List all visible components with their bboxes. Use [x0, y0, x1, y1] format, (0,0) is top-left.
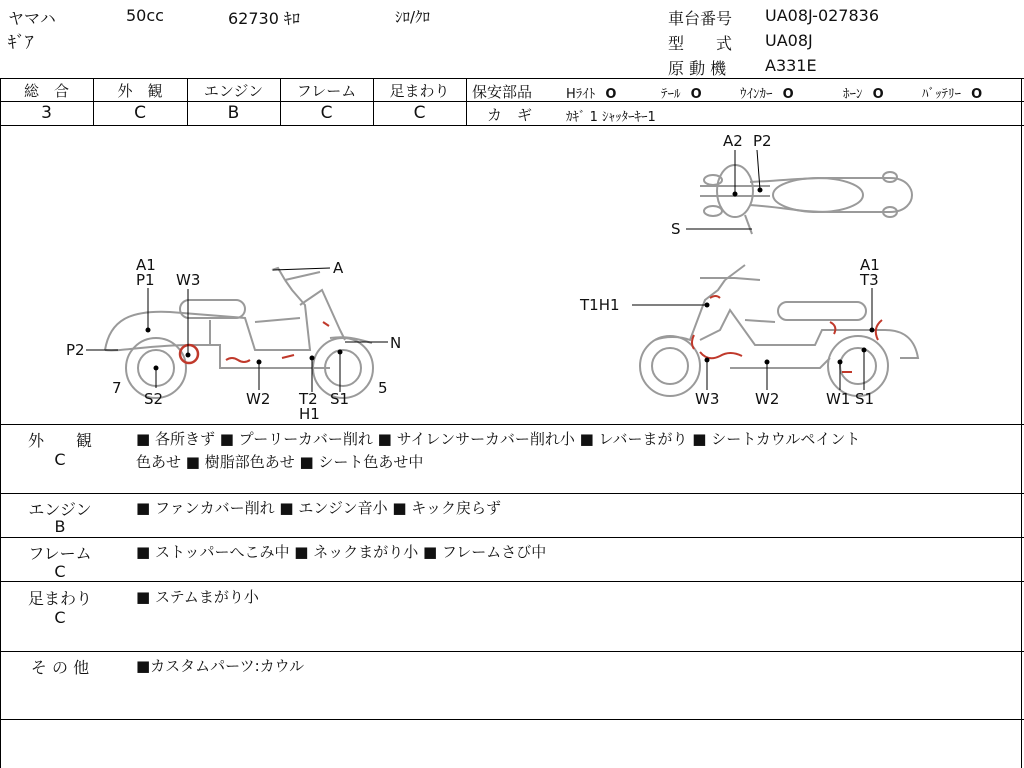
diagram-label: A: [333, 259, 344, 277]
type-value: UA08J: [765, 31, 813, 50]
comment-section-grade: C: [54, 608, 66, 627]
comment-section-grade: B: [54, 517, 66, 536]
comment-section-label: そ の 他: [30, 658, 90, 677]
safety-check-mark: O: [872, 87, 884, 102]
comment-line: ■ 各所きず ■ プーリーカバー削れ ■ サイレンサーカバー削れ小 ■ レバーまがり ■ シートカウルペイント: [136, 430, 861, 448]
diagram-label: A1: [136, 256, 156, 274]
diagram-label: W1: [826, 390, 851, 408]
engine-model: A331E: [765, 56, 817, 75]
diagram-label: N: [390, 334, 402, 352]
overall-grade-value: 3: [41, 103, 52, 123]
safety-check-mark: O: [971, 87, 983, 102]
frame-number: UA08J-027836: [765, 6, 880, 25]
comment-section-label: フレーム: [28, 544, 92, 563]
diagram-label: W2: [246, 390, 271, 408]
divider: [0, 493, 1024, 494]
scooter-top-view: [700, 165, 912, 234]
comment-line: ■ ストッパーへこみ中 ■ ネックまがり小 ■ フレームさび中: [136, 543, 547, 561]
divider: [0, 537, 1024, 538]
engine-grade-label: エンジン: [203, 82, 264, 100]
safety-check-mark: O: [605, 87, 617, 102]
suspension-grade-value: C: [413, 103, 426, 123]
exterior-grade-label: 外 観: [117, 82, 163, 100]
frame-number-label: 車台番号: [668, 9, 733, 28]
diagram-label: 5: [378, 379, 388, 397]
safety-check-mark: O: [782, 87, 794, 102]
diagram-label: T1H1: [580, 296, 620, 314]
diagram-label: W3: [695, 390, 720, 408]
diagram-label: P1: [136, 271, 155, 289]
engine-grade-value: B: [227, 103, 240, 123]
diagram-label: S2: [144, 390, 164, 408]
exterior-grade-value: C: [134, 103, 146, 123]
diagram-label: H1: [299, 405, 320, 423]
diagram-label: S: [671, 220, 681, 238]
displacement: 50cc: [126, 6, 164, 25]
diagram-label: P2: [753, 132, 772, 150]
divider: [0, 651, 1024, 652]
diagram-label: A1: [860, 256, 880, 274]
comment-section-label: エンジン: [28, 500, 92, 519]
diagram-label: P2: [66, 341, 85, 359]
suspension-grade-label: 足まわり: [389, 82, 450, 100]
safety-item-label: ﾊﾞｯﾃﾘｰ: [922, 87, 961, 102]
frame-grade-value: C: [320, 103, 333, 123]
safety-parts-label: 保安部品: [472, 83, 533, 101]
divider: [0, 581, 1024, 582]
diagram-label: W3: [176, 271, 201, 289]
overall-grade-label: 総 合: [23, 82, 69, 100]
comment-section-grade: C: [54, 562, 66, 581]
engine-model-label: 原 動 機: [668, 59, 727, 78]
damage-marks: [180, 296, 882, 372]
comment-line: 色あせ ■ 樹脂部色あせ ■ シート色あせ中: [136, 453, 424, 471]
keys-value: ｶｷﾞ 1 ｼｬｯﾀｰｷｰ1: [566, 110, 656, 125]
diagram-label: W2: [755, 390, 780, 408]
diagram-label: T2: [299, 390, 318, 408]
diagram-label: 7: [112, 379, 122, 397]
safety-check-mark: O: [690, 87, 702, 102]
comment-section-grade: C: [54, 450, 66, 469]
leader-dots: [146, 188, 875, 371]
comment-line: ■ ファンカバー削れ ■ エンジン音小 ■ キック戻らず: [136, 499, 502, 517]
comment-line: ■ ステムまがり小: [136, 588, 259, 606]
body-color: ｼﾛ/ｸﾛ: [395, 8, 431, 26]
diagram-label: T3: [860, 271, 879, 289]
safety-item-label: ｳｲﾝｶｰ: [740, 87, 773, 102]
comment-section-label: 足まわり: [27, 589, 92, 608]
mileage: 62730 ｷﾛ: [228, 9, 300, 28]
maker: ヤマハ: [8, 9, 56, 28]
comment-section-label: 外 観: [27, 431, 92, 450]
divider: [0, 719, 1024, 720]
diagram-label: S1: [330, 390, 350, 408]
type-label: 型 式: [668, 34, 733, 53]
frame-grade-label: フレーム: [296, 82, 357, 100]
model-name: ｷﾞｱ: [8, 33, 34, 53]
safety-item-label: ﾎｰﾝ: [843, 87, 863, 102]
diagram-label: A2: [723, 132, 743, 150]
comment-line: ■カスタムパーツ:カウル: [136, 657, 305, 675]
keys-label: カ ギ: [487, 106, 533, 124]
safety-item-label: Hﾗｲﾄ: [566, 87, 596, 102]
diagram-label: S1: [855, 390, 875, 408]
safety-item-label: ﾃｰﾙ: [661, 87, 681, 102]
